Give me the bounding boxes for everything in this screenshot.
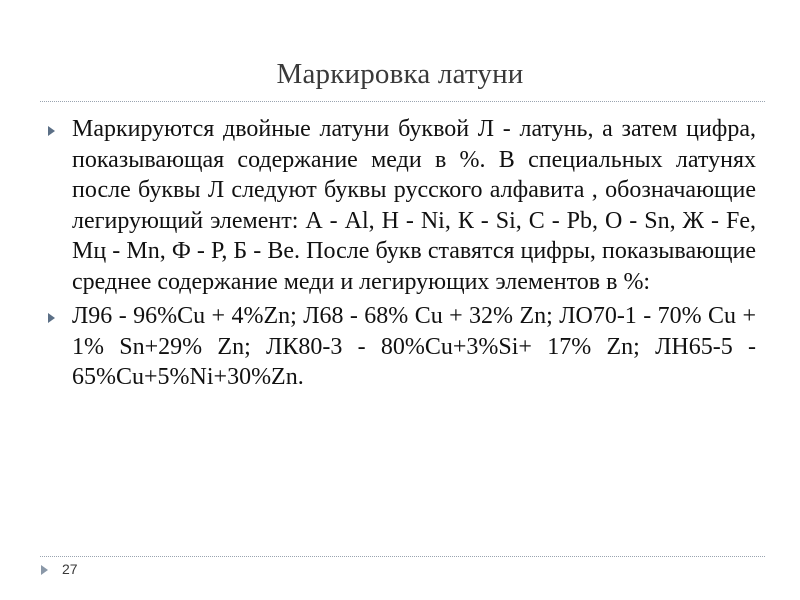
triangle-arrow-icon — [41, 565, 48, 575]
bullet-text: Маркируются двойные латуни буквой Л - латунь, а затем цифра, показывающая содержание меди в %. В специальных латунях после буквы Л следуют буквы русского алфавита , обозначающие легирующий элемент: А - Al, Н - Ni, К - Si, С - Pb, О - Sn, Ж - Fe, Мц - Mn, Ф - Р, Б - Ве. После букв ставятся цифры, показывающие среднее содержание меди и легирующих элементов в %: — [72, 116, 756, 295]
triangle-bullet-icon — [48, 313, 55, 323]
bullet-text: Л96 - 96%Cu + 4%Zn; Л68 - 68% Cu + 32% Zn; ЛО70-1 - 70% Cu + 1% Sn+29% Zn; ЛК80-3 - 80%Cu+3%Si+ 17% Zn; ЛН65-5 - 65%Cu+5%Ni+30%Zn. — [72, 303, 756, 390]
title-divider — [40, 101, 765, 102]
slide-title: Маркировка латуни — [276, 58, 524, 90]
triangle-bullet-icon — [48, 126, 55, 136]
page-number: 27 — [62, 561, 78, 577]
slide-content — [44, 114, 756, 397]
bullet-item — [44, 301, 756, 393]
bullet-item — [44, 114, 756, 297]
footer-divider — [40, 556, 765, 557]
